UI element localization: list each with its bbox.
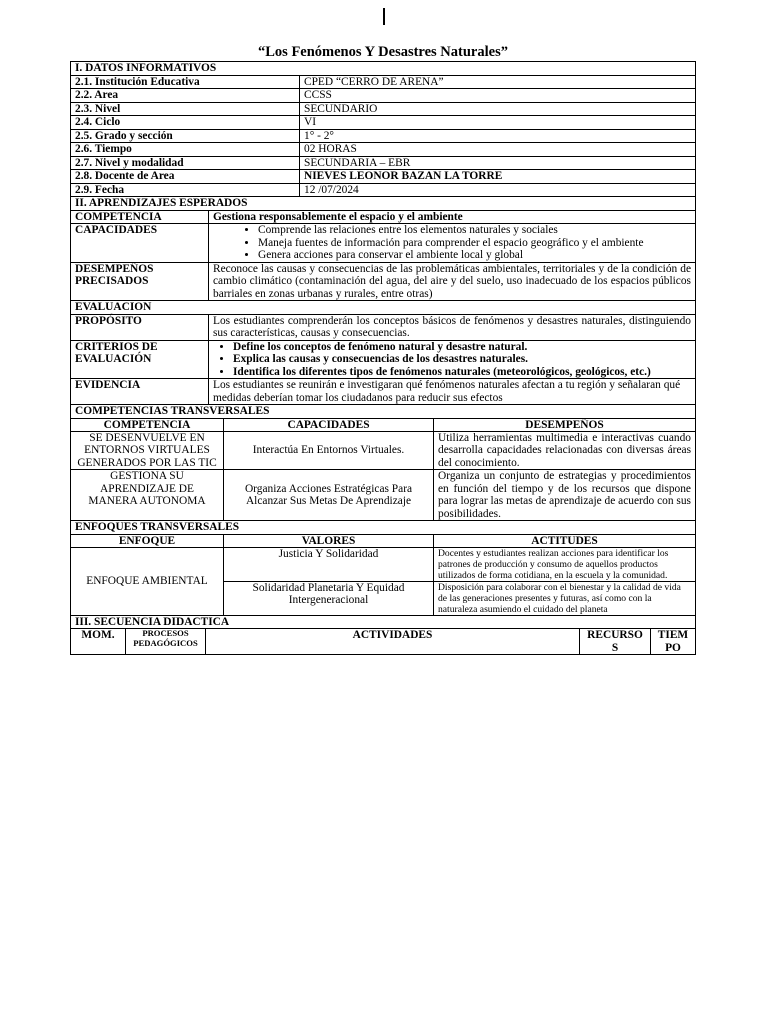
section-aprendizajes-heading: II. APRENDIZAJES ESPERADOS (71, 197, 696, 211)
column-header-procesos: PROCESOS PEDAGÓGICOS (126, 629, 206, 655)
proposito-label: PROPÓSITO (71, 314, 209, 340)
capacidades-label: CAPACIDADES (71, 224, 209, 263)
enfoque-actitud: Disposición para colaborar con el bienestar y la calidad de vida de las generaciones presentes y futuras, así como con la naturaleza asumiendo el cuidado del planeta (434, 581, 696, 615)
enfoque-valor: Justicia Y Solidaridad (224, 547, 434, 581)
column-header-tiempo: TIEMPO (651, 629, 696, 655)
section-secuencia-heading: III. SECUENCIA DIDACTICA (71, 615, 696, 629)
row-value: NIEVES LEONOR BAZAN LA TORRE (300, 170, 696, 184)
row-label: 2.9. Fecha (71, 183, 300, 197)
table-row (71, 116, 696, 130)
table-row (71, 102, 696, 116)
evidencia-value: Los estudiantes se reunirán e investigaran qué fenómenos naturales afectan a tu región y señalaran qué medidas deberían tomar los ciudadanos para reducir sus efectos (209, 379, 696, 405)
competencia-label: COMPETENCIA (71, 210, 209, 224)
criterios-list-cell (209, 340, 696, 379)
transversal-desempeno: Organiza un conjunto de estrategias y procedimientos en función del tiempo y de los recursos que dispone para lograr las metas de aprendizaje de acuerdo con sus posibilidades. (434, 470, 696, 521)
row-value: 1° - 2° (300, 129, 696, 143)
list-item: • Comprende las relaciones entre los elementos naturales y sociales (258, 224, 691, 237)
row-label: 2.8. Docente de Area (71, 170, 300, 184)
enfoque-actitud: Docentes y estudiantes realizan acciones para identificar los patrones de producción y consumo de aquellos productos utilizados de forma cotidiana, en la escuela y la comunidad. (434, 547, 696, 581)
table-row (71, 129, 696, 143)
row-value: VI (300, 116, 696, 130)
capacidades-list (213, 224, 691, 262)
transversal-competencia: GESTIONA SU APRENDIZAJE DE MANERA AUTONOMA (71, 470, 224, 521)
table-row (71, 156, 696, 170)
list-item: • Explica las causas y consecuencias de los desastres naturales. (233, 353, 691, 366)
capacidades-list-cell (209, 224, 696, 263)
section-enfoques-heading: ENFOQUES TRANSVERSALES (71, 521, 696, 535)
table-row (71, 470, 696, 521)
row-label: 2.5. Grado y sección (71, 129, 300, 143)
table-row (71, 89, 696, 103)
column-header-enfoque: ENFOQUE (71, 534, 224, 547)
transversal-desempeno: Utiliza herramientas multimedia e interactivas cuando desarrolla capacidades relacionadas con diversas áreas del conocimiento. (434, 431, 696, 470)
lesson-plan-sheet (70, 61, 696, 655)
list-item: • Identifica los diferentes tipos de fenómenos naturales (meteorológicos, geológicos, etc.) (233, 366, 691, 379)
criterios-list (213, 341, 691, 379)
list-item: • Define los conceptos de fenómeno natural y desastre natural. (233, 341, 691, 354)
criterios-label: CRITERIOS DE EVALUACIÓN (71, 340, 209, 379)
secuencia-table (70, 615, 696, 656)
datos-table (70, 61, 696, 211)
row-value: CPED “CERRO DE ARENA” (300, 75, 696, 89)
column-header-recursos: RECURSOS (580, 629, 651, 655)
text-cursor (383, 8, 385, 25)
row-label: 2.2. Area (71, 89, 300, 103)
row-label: 2.6. Tiempo (71, 143, 300, 157)
table-row (71, 431, 696, 470)
list-item: • Maneja fuentes de información para comprender el espacio geográfico y el ambiente (258, 237, 691, 250)
row-value: CCSS (300, 89, 696, 103)
column-header-actitudes: ACTITUDES (434, 534, 696, 547)
row-value: 12 /07/2024 (300, 183, 696, 197)
transversales-table (70, 404, 696, 616)
evaluacion-heading: EVALUACION (71, 301, 696, 315)
row-value: 02 HORAS (300, 143, 696, 157)
column-header-valores: VALORES (224, 534, 434, 547)
table-row (71, 75, 696, 89)
column-header-mom: MOM. (71, 629, 126, 655)
enfoque-valor: Solidaridad Planetaria Y Equidad Intergeneracional (224, 581, 434, 615)
column-header-actividades: ACTIVIDADES (206, 629, 580, 655)
section-datos-heading: I. DATOS INFORMATIVOS (71, 62, 696, 76)
desempenos-value: Reconoce las causas y consecuencias de las problemáticas ambientales, territoriales y de la condición de cambio climático (contaminación del agua, del aire y del suelo, uso inadecuado de los espacios públicos barriales en zonas urbanas y rurales, entre otras) (209, 262, 696, 301)
row-value: SECUNDARIA – EBR (300, 156, 696, 170)
desempenos-label: DESEMPEÑOS PRECISADOS (71, 262, 209, 301)
transversal-competencia: SE DESENVUELVE EN ENTORNOS VIRTUALES GENERADOS POR LAS TIC (71, 431, 224, 470)
row-label: 2.4. Ciclo (71, 116, 300, 130)
table-row (71, 170, 696, 184)
competencia-value: Gestiona responsablemente el espacio y el ambiente (209, 210, 696, 224)
column-header-desempenos: DESEMPEÑOS (434, 418, 696, 431)
table-row (71, 547, 696, 581)
table-row (71, 183, 696, 197)
row-label: 2.3. Nivel (71, 102, 300, 116)
table-row (71, 143, 696, 157)
transversal-capacidad: Interactúa En Entornos Virtuales. (224, 431, 434, 470)
enfoque-name: ENFOQUE AMBIENTAL (71, 547, 224, 615)
column-header-competencia: COMPETENCIA (71, 418, 224, 431)
section-transversales-heading: COMPETENCIAS TRANSVERSALES (71, 405, 696, 419)
row-label: 2.7. Nivel y modalidad (71, 156, 300, 170)
row-label: 2.1. Institución Educativa (71, 75, 300, 89)
column-header-capacidades: CAPACIDADES (224, 418, 434, 431)
transversal-capacidad: Organiza Acciones Estratégicas Para Alcanzar Sus Metas De Aprendizaje (224, 470, 434, 521)
row-value: SECUNDARIO (300, 102, 696, 116)
document-title: “Los Fenómenos Y Desastres Naturales” (258, 44, 508, 60)
aprendizajes-table (70, 210, 696, 406)
proposito-value: Los estudiantes comprenderán los conceptos básicos de fenómenos y desastres naturales, distinguiendo sus características, causas y consecuencias. (209, 314, 696, 340)
evidencia-label: EVIDENCIA (71, 379, 209, 405)
list-item: • Genera acciones para conservar el ambiente local y global (258, 249, 691, 262)
